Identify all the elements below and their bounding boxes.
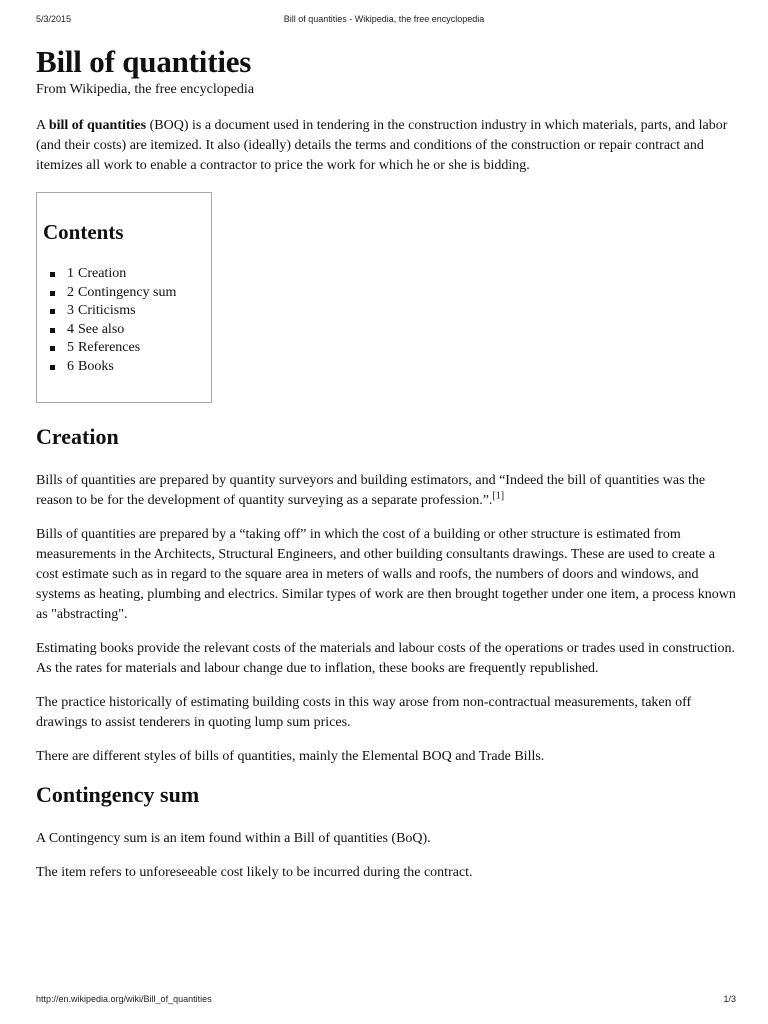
toc-item-number: 2: [67, 284, 74, 300]
toc-item-see-also[interactable]: [67, 321, 205, 340]
reference-link-1[interactable]: [1]: [492, 490, 505, 502]
toc-item-creation[interactable]: [67, 265, 205, 284]
creation-paragraph-1-text: Bills of quantities are prepared by quantity surveyors and building estimators, and “Indeed the bill of quantities was the reason to be for the development of quantity surveying as a separate profession.”.: [36, 473, 706, 508]
page-title: Bill of quantities: [36, 44, 252, 79]
toc-item-number: 1: [67, 266, 74, 281]
print-date: 5/3/2015: [36, 14, 72, 24]
table-of-contents: [36, 192, 212, 403]
creation-paragraph-2: Bills of quantities are prepared by a “taking off” in which the cost of a building or other structure is estimated from measurements in the Architects, Structural Engineers, and other building consultants drawings. These are used to create a cost estimate such as in regard to the square area in meters of walls and roofs, the numbers of doors and windows, and systems as heating, plumbing and electrics. Similar types of work are then brought together under one item, a process known as "abstracting".: [36, 527, 736, 622]
article-body: [36, 116, 736, 897]
creation-paragraph-1: [36, 471, 736, 511]
intro-bold-term: bill of quantities: [48, 118, 147, 133]
print-page-title: Bill of quantities - Wikipedia, the free encyclopedia: [283, 14, 485, 24]
intro-paragraph: [36, 116, 736, 176]
creation-paragraph-3: Estimating books provide the relevant costs of the materials and labour costs of the operations or trades used in construction. As the rates for materials and labour change due to inflation, these books are frequently republished.: [36, 641, 736, 676]
toc-item-label: Books: [78, 358, 114, 374]
toc-item-label: Creation: [78, 266, 127, 281]
toc-item-criticisms[interactable]: [67, 302, 205, 321]
toc-item-label: Contingency sum: [78, 284, 177, 300]
creation-paragraph-4: The practice historically of estimating building costs in this way arose from non-contractual measurements, taken off drawings to assist tenderers in quoting lump sum prices.: [36, 695, 692, 730]
toc-item-books[interactable]: [67, 358, 205, 377]
toc-title: Contents: [43, 220, 124, 244]
creation-paragraph-5: There are different styles of bills of quantities, mainly the Elemental BOQ and Trade Bills.: [36, 749, 545, 764]
toc-item-number: 5: [67, 340, 74, 356]
toc-item-number: 4: [67, 321, 74, 337]
section-heading-contingency-sum: Contingency sum: [36, 782, 200, 807]
contingency-paragraph-2: The item refers to unforeseeable cost likely to be incurred during the contract.: [36, 865, 473, 880]
toc-item-number: 6: [67, 358, 74, 374]
intro-rest: (BOQ) is a document used in tendering in the construction industry in which materials, parts, and labor (and their costs) are itemized. It also (ideally) details the terms and conditions of the construction or repair contract and itemizes all work to enable a contractor to price the work for which he or she is bidding.: [36, 118, 728, 173]
print-footer: [0, 994, 768, 1010]
toc-item-label: Criticisms: [78, 303, 136, 319]
print-page-number: 1/3: [723, 994, 736, 1004]
toc-item-label: References: [78, 340, 141, 356]
toc-item-contingency-sum[interactable]: [67, 284, 205, 303]
site-tagline: From Wikipedia, the free encyclopedia: [36, 82, 255, 97]
contingency-paragraph-1: A Contingency sum is an item found within a Bill of quantities (BoQ).: [36, 831, 431, 846]
section-heading-creation: Creation: [36, 424, 119, 449]
toc-item-label: See also: [78, 321, 125, 337]
toc-list: [43, 265, 205, 377]
toc-item-references[interactable]: [67, 339, 205, 358]
intro-prefix: A: [36, 118, 49, 133]
print-header: [0, 14, 768, 30]
print-url: http://en.wikipedia.org/wiki/Bill_of_quantities: [36, 994, 212, 1004]
toc-item-number: 3: [67, 303, 74, 319]
